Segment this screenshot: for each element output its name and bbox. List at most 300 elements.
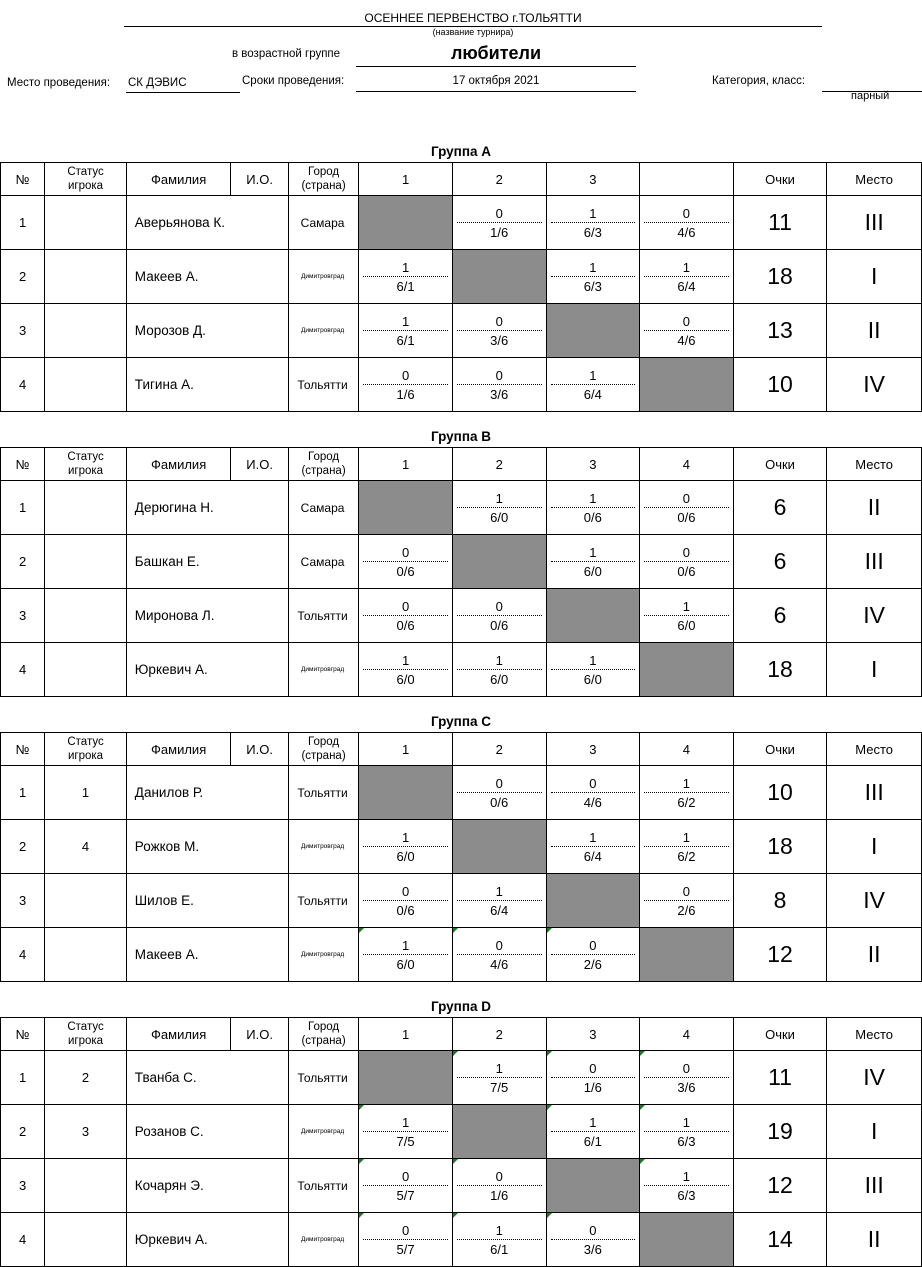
group-title: Группа А [430,144,492,159]
player-city: Самара [288,535,358,589]
player-points: 18 [733,820,827,874]
match-cell [640,589,734,643]
header-number: № [1,448,45,481]
match-win: 0 [457,367,542,385]
header-opponent: 3 [546,163,640,196]
self-match-cell [452,1105,546,1159]
table-header-row [1,448,922,481]
match-cell [546,358,640,412]
header-city-line2: (страна) [301,750,346,762]
player-place: III [827,535,922,589]
match-score: 6/0 [490,510,509,525]
match-score: 3/6 [490,333,509,348]
player-status [45,535,127,589]
player-row [1,481,922,535]
match-cell [640,820,734,874]
match-score: 6/3 [677,1134,696,1149]
group-title: Группа C [430,714,492,729]
player-number: 3 [1,304,45,358]
match-win: 1 [457,652,542,670]
header-status-line1: Статус [67,166,104,178]
match-win: 0 [644,883,729,901]
match-score: 6/3 [583,279,602,294]
dates-underline [356,91,636,92]
match-win: 1 [363,829,448,847]
player-status: 3 [45,1105,127,1159]
match-cell [359,874,453,928]
player-name: Тигина А. [126,358,288,412]
match-cell [452,481,546,535]
match-cell [640,196,734,250]
header-city-line1: Город [308,166,340,178]
player-status [45,196,127,250]
match-win: 1 [644,1168,729,1186]
header-status [45,448,127,481]
player-place: II [827,1213,922,1267]
match-cell [640,1159,734,1213]
match-score: 6/0 [583,672,602,687]
match-cell [546,643,640,697]
header-opponent: 1 [359,163,453,196]
match-score: 7/5 [396,1134,415,1149]
header-city-line1: Город [308,451,340,463]
player-number: 4 [1,928,45,982]
match-win: 1 [551,259,636,277]
table-header-row [1,163,922,196]
match-win: 1 [551,544,636,562]
match-cell [359,304,453,358]
player-points: 6 [733,589,827,643]
comment-marker [640,1051,645,1056]
player-place: II [827,481,922,535]
header-city [288,448,358,481]
match-win: 0 [457,598,542,616]
match-cell [452,1159,546,1213]
player-points: 13 [733,304,827,358]
match-cell [452,358,546,412]
player-number: 2 [1,1105,45,1159]
match-score: 6/3 [583,225,602,240]
category-label: Категория, класс: [712,75,806,87]
match-score: 6/2 [677,795,696,810]
match-cell [359,928,453,982]
self-match-cell [640,1213,734,1267]
header-city-line2: (страна) [301,465,346,477]
player-number: 3 [1,874,45,928]
match-win: 0 [363,367,448,385]
match-score: 6/4 [583,849,602,864]
match-score: 6/0 [490,672,509,687]
tournament-title: ОСЕННЕЕ ПЕРВЕНСТВО г.ТОЛЬЯТТИ [364,11,582,25]
match-cell [640,766,734,820]
player-place: I [827,1105,922,1159]
match-cell [452,1051,546,1105]
player-status [45,1213,127,1267]
self-match-cell [546,304,640,358]
match-score: 6/1 [490,1242,509,1257]
match-cell [452,874,546,928]
venue-value: СК ДЭВИС [128,77,187,89]
match-score: 6/1 [396,333,415,348]
player-points: 6 [733,481,827,535]
player-city: Самара [288,481,358,535]
header-initials: И.О. [231,163,288,196]
self-match-cell [452,535,546,589]
match-win: 0 [457,205,542,223]
player-points: 14 [733,1213,827,1267]
header-status-line1: Статус [67,736,104,748]
match-win: 0 [644,544,729,562]
header-opponent: 3 [546,448,640,481]
header-surname: Фамилия [126,163,231,196]
header-city-line2: (страна) [301,1035,346,1047]
player-status: 2 [45,1051,127,1105]
player-name: Тванба С. [126,1051,288,1105]
match-win: 1 [644,1114,729,1132]
player-city: Самара [288,196,358,250]
match-cell [546,196,640,250]
match-win: 1 [551,205,636,223]
header-opponent: 1 [359,448,453,481]
match-score: 5/7 [396,1242,415,1257]
comment-marker [640,1159,645,1164]
comment-marker [547,1213,552,1218]
player-points: 8 [733,874,827,928]
match-win: 1 [457,1222,542,1240]
match-cell [359,1105,453,1159]
match-win: 1 [363,937,448,955]
match-win: 1 [644,829,729,847]
match-score: 2/6 [583,957,602,972]
header-city [288,733,358,766]
header-opponent: 4 [640,1018,734,1051]
match-win: 1 [363,259,448,277]
group-table [0,732,922,982]
match-win: 0 [551,1222,636,1240]
self-match-cell [640,928,734,982]
header-place: Место [827,163,922,196]
match-score: 6/1 [583,1134,602,1149]
player-points: 18 [733,250,827,304]
self-match-cell [359,1051,453,1105]
match-score: 1/6 [490,225,509,240]
player-row [1,1051,922,1105]
match-cell [359,589,453,643]
match-cell [640,874,734,928]
match-win: 0 [551,775,636,793]
header-opponent: 3 [546,1018,640,1051]
comment-marker [453,1159,458,1164]
self-match-cell [640,643,734,697]
player-name: Юркевич А. [126,643,288,697]
header-opponent: 4 [640,733,734,766]
match-cell [359,1159,453,1213]
category-value: парный [851,90,890,102]
match-win: 0 [457,313,542,331]
match-cell [546,928,640,982]
header-points: Очки [733,733,827,766]
player-name: Аверьянова К. [126,196,288,250]
player-number: 1 [1,766,45,820]
player-number: 4 [1,358,45,412]
group-table [0,162,922,412]
player-name: Рожков М. [126,820,288,874]
header-points: Очки [733,1018,827,1051]
player-points: 11 [733,196,827,250]
player-place: I [827,820,922,874]
match-cell [452,1213,546,1267]
player-place: III [827,196,922,250]
match-win: 0 [644,490,729,508]
header-opponent: 2 [452,163,546,196]
header-opponent: 2 [452,448,546,481]
header-city-line1: Город [308,736,340,748]
header-status-line2: игрока [67,465,104,477]
match-win: 1 [457,883,542,901]
header-status-line1: Статус [67,451,104,463]
player-points: 18 [733,643,827,697]
player-points: 6 [733,535,827,589]
dates-label: Сроки проведения: [242,75,345,87]
header-surname: Фамилия [126,448,231,481]
self-match-cell [640,358,734,412]
match-win: 1 [363,313,448,331]
player-row [1,535,922,589]
header-opponent: 3 [546,733,640,766]
match-win: 0 [363,1168,448,1186]
player-points: 10 [733,766,827,820]
match-win: 0 [457,775,542,793]
player-status [45,304,127,358]
match-score: 6/1 [396,279,415,294]
match-cell [452,766,546,820]
player-city: Тольятти [288,874,358,928]
self-match-cell [452,250,546,304]
player-city: Димитровград [288,928,358,982]
match-cell [546,1051,640,1105]
player-number: 3 [1,589,45,643]
match-win: 1 [457,1060,542,1078]
match-score: 4/6 [677,225,696,240]
player-place: IV [827,589,922,643]
comment-marker [359,1213,364,1218]
player-name: Дерюгина Н. [126,481,288,535]
dates-value: 17 октября 2021 [452,75,540,87]
table-header-row [1,1018,922,1051]
match-score: 7/5 [490,1080,509,1095]
match-win: 1 [363,652,448,670]
match-cell [640,481,734,535]
player-place: IV [827,874,922,928]
player-status [45,874,127,928]
match-cell [640,535,734,589]
player-row [1,1159,922,1213]
match-score: 0/6 [583,510,602,525]
player-points: 19 [733,1105,827,1159]
match-score: 5/7 [396,1188,415,1203]
player-number: 2 [1,535,45,589]
match-score: 2/6 [677,903,696,918]
match-cell [640,304,734,358]
player-row [1,304,922,358]
player-name: Макеев А. [126,250,288,304]
match-cell [452,589,546,643]
group-title: Группа D [430,999,492,1014]
match-score: 0/6 [396,903,415,918]
match-win: 0 [457,1168,542,1186]
match-win: 0 [363,1222,448,1240]
player-status [45,1159,127,1213]
match-win: 1 [363,1114,448,1132]
match-win: 1 [551,1114,636,1132]
player-city: Тольятти [288,1159,358,1213]
player-city: Димитровград [288,1213,358,1267]
comment-marker [453,1213,458,1218]
player-row [1,643,922,697]
header-points: Очки [733,163,827,196]
comment-marker [547,1105,552,1110]
match-cell [546,535,640,589]
header-status-line2: игрока [67,1035,104,1047]
header-place: Место [827,733,922,766]
player-number: 3 [1,1159,45,1213]
player-name: Розанов С. [126,1105,288,1159]
player-name: Кочарян Э. [126,1159,288,1213]
header-opponent: 2 [452,733,546,766]
self-match-cell [546,589,640,643]
match-win: 0 [644,205,729,223]
player-points: 12 [733,928,827,982]
header-city [288,1018,358,1051]
match-score: 4/6 [677,333,696,348]
match-win: 1 [644,775,729,793]
player-city: Тольятти [288,1051,358,1105]
match-score: 6/4 [490,903,509,918]
player-city: Димитровград [288,304,358,358]
player-number: 1 [1,1051,45,1105]
comment-marker [547,928,552,933]
match-score: 0/6 [677,510,696,525]
match-score: 6/2 [677,849,696,864]
header-status-line1: Статус [67,1021,104,1033]
self-match-cell [359,481,453,535]
header-points: Очки [733,448,827,481]
group-table [0,447,922,697]
match-score: 0/6 [677,564,696,579]
match-score: 1/6 [396,387,415,402]
match-cell [452,196,546,250]
group-table [0,1017,922,1267]
player-place: III [827,766,922,820]
match-score: 4/6 [490,957,509,972]
player-city: Димитровград [288,1105,358,1159]
match-cell [640,250,734,304]
player-name: Юркевич А. [126,1213,288,1267]
match-cell [452,304,546,358]
tournament-caption: (название турнира) [432,27,514,37]
player-number: 4 [1,643,45,697]
header-place: Место [827,448,922,481]
match-cell [546,1213,640,1267]
self-match-cell [359,196,453,250]
player-row [1,589,922,643]
match-score: 6/4 [677,279,696,294]
match-score: 0/6 [396,564,415,579]
match-cell [546,1105,640,1159]
self-match-cell [546,1159,640,1213]
player-city: Димитровград [288,643,358,697]
match-win: 1 [551,829,636,847]
comment-marker [359,1105,364,1110]
player-number: 1 [1,481,45,535]
player-status [45,358,127,412]
player-name: Данилов Р. [126,766,288,820]
player-row [1,874,922,928]
player-row [1,358,922,412]
match-cell [359,358,453,412]
self-match-cell [359,766,453,820]
header-initials: И.О. [231,733,288,766]
table-header-row [1,733,922,766]
match-cell [359,643,453,697]
comment-marker [453,1051,458,1056]
header-status-line2: игрока [67,180,104,192]
player-city: Тольятти [288,589,358,643]
match-win: 1 [551,490,636,508]
match-score: 6/3 [677,1188,696,1203]
match-score: 6/0 [396,672,415,687]
match-cell [452,643,546,697]
match-win: 0 [457,937,542,955]
player-row [1,928,922,982]
player-row [1,196,922,250]
player-number: 4 [1,1213,45,1267]
header-initials: И.О. [231,1018,288,1051]
match-win: 0 [363,598,448,616]
match-score: 0/6 [396,618,415,633]
match-cell [359,820,453,874]
match-score: 6/4 [583,387,602,402]
match-score: 3/6 [583,1242,602,1257]
header-status [45,1018,127,1051]
player-number: 2 [1,820,45,874]
player-points: 11 [733,1051,827,1105]
player-place: IV [827,1051,922,1105]
comment-marker [640,1105,645,1110]
player-status [45,250,127,304]
player-points: 10 [733,358,827,412]
player-row [1,1213,922,1267]
header-status [45,163,127,196]
match-cell [359,250,453,304]
header-opponent: 4 [640,448,734,481]
header-number: № [1,733,45,766]
group-title: Группа B [430,429,492,444]
venue-underline [126,92,240,93]
match-win: 0 [363,544,448,562]
match-win: 1 [644,259,729,277]
match-cell [546,481,640,535]
player-place: I [827,643,922,697]
age-group-label: в возрастной группе [232,48,341,60]
self-match-cell [546,874,640,928]
player-number: 1 [1,196,45,250]
venue-label: Место проведения: [7,77,111,89]
header-city-line2: (страна) [301,180,346,192]
header-status [45,733,127,766]
header-status-line2: игрока [67,750,104,762]
match-score: 1/6 [490,1188,509,1203]
